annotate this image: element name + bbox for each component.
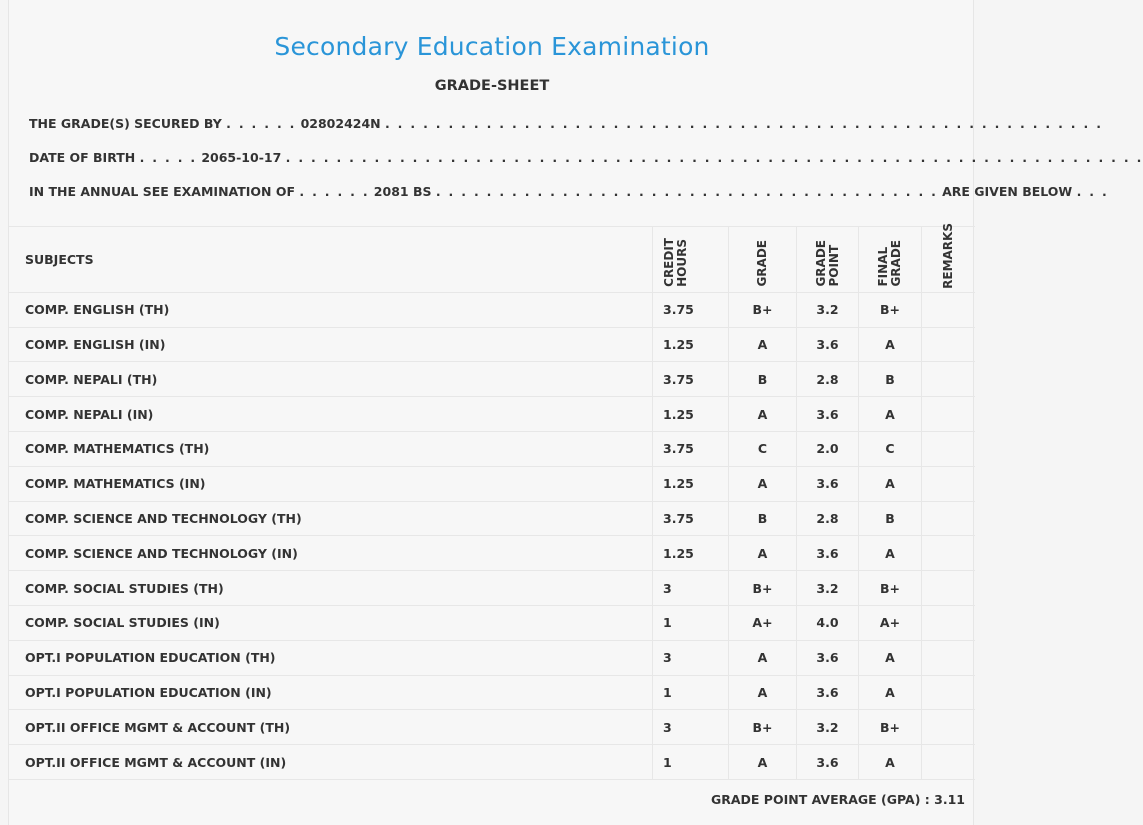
remarks-cell xyxy=(922,710,976,745)
exam-suffix-dots: . . . xyxy=(1076,184,1109,199)
header-credit-hours-text: CREDIT HOURS xyxy=(662,238,689,287)
table-row xyxy=(9,640,975,675)
subject-cell: COMP. ENGLISH (IN) xyxy=(9,327,653,362)
header-final-grade-text: FINAL GRADE xyxy=(876,240,903,287)
final-grade-cell: B+ xyxy=(859,710,922,745)
subject-cell: COMP. MATHEMATICS (TH) xyxy=(9,432,653,467)
exam-line xyxy=(29,184,1109,199)
final-grade-cell: A xyxy=(859,327,922,362)
grade-point-cell: 3.2 xyxy=(797,571,859,606)
subject-cell: COMP. SOCIAL STUDIES (IN) xyxy=(9,606,653,641)
exam-trail-dots: . . . . . . . . . . . . . . . . . . . . . . . . . . . . . . . . . . . . . . . . xyxy=(435,184,938,199)
final-grade-cell: B+ xyxy=(859,571,922,606)
table-row xyxy=(9,606,975,641)
dob-line xyxy=(29,150,1143,165)
subject-cell: COMP. SOCIAL STUDIES (TH) xyxy=(9,571,653,606)
final-grade-cell: A xyxy=(859,675,922,710)
grade-point-cell: 3.6 xyxy=(797,675,859,710)
gpa-value: 3.11 xyxy=(934,792,965,807)
subject-cell: COMP. SCIENCE AND TECHNOLOGY (TH) xyxy=(9,501,653,536)
final-grade-cell: A xyxy=(859,745,922,780)
final-grade-cell: A xyxy=(859,466,922,501)
grade-point-cell: 4.0 xyxy=(797,606,859,641)
grades-table-header-row xyxy=(9,227,975,293)
page-title: Secondary Education Examination xyxy=(274,32,710,61)
grade-point-cell: 3.6 xyxy=(797,536,859,571)
header-grade xyxy=(729,227,797,293)
table-row xyxy=(9,675,975,710)
remarks-cell xyxy=(922,292,976,327)
secured-by-trail-dots: . . . . . . . . . . . . . . . . . . . . . . . . . . . . . . . . . . . . . . . . . . . . . . . . . . . . . . . . . xyxy=(384,116,1103,131)
grade-cell: B+ xyxy=(729,292,797,327)
final-grade-cell: B xyxy=(859,362,922,397)
final-grade-cell: A xyxy=(859,397,922,432)
grade-cell: B xyxy=(729,501,797,536)
remarks-cell xyxy=(922,675,976,710)
grade-point-cell: 3.6 xyxy=(797,466,859,501)
dob-trail-dots: . . . . . . . . . . . . . . . . . . . . . . . . . . . . . . . . . . . . . . . . . . . . . . . . . . . . . . . . . . . . . . . . . . . . xyxy=(285,150,1143,165)
credit-hours-cell: 3 xyxy=(653,571,729,606)
remarks-cell xyxy=(922,327,976,362)
grade-point-cell: 3.6 xyxy=(797,640,859,675)
grade-point-cell: 3.6 xyxy=(797,397,859,432)
grade-point-cell: 2.8 xyxy=(797,362,859,397)
credit-hours-cell: 3.75 xyxy=(653,362,729,397)
final-grade-cell: A xyxy=(859,536,922,571)
exam-suffix: ARE GIVEN BELOW xyxy=(942,184,1073,199)
credit-hours-cell: 3.75 xyxy=(653,432,729,467)
grade-point-cell: 3.2 xyxy=(797,292,859,327)
table-row xyxy=(9,710,975,745)
dob-lead-dots: . . . . . xyxy=(139,150,197,165)
final-grade-cell: C xyxy=(859,432,922,467)
credit-hours-cell: 1.25 xyxy=(653,397,729,432)
grades-table-body xyxy=(9,292,975,779)
subject-cell: OPT.II OFFICE MGMT & ACCOUNT (IN) xyxy=(9,745,653,780)
gpa-label: GRADE POINT AVERAGE (GPA) : xyxy=(710,792,930,807)
remarks-cell xyxy=(922,606,976,641)
remarks-cell xyxy=(922,745,976,780)
grade-cell: A xyxy=(729,640,797,675)
table-row xyxy=(9,292,975,327)
grade-cell: A xyxy=(729,745,797,780)
remarks-cell xyxy=(922,432,976,467)
final-grade-cell: B xyxy=(859,501,922,536)
credit-hours-cell: 3 xyxy=(653,710,729,745)
header-remarks xyxy=(922,223,976,293)
credit-hours-cell: 1.25 xyxy=(653,327,729,362)
secured-by-line xyxy=(29,116,1103,131)
header-grade-text: GRADE xyxy=(755,240,769,287)
exam-label: IN THE ANNUAL SEE EXAMINATION OF xyxy=(29,184,296,199)
grade-cell: A xyxy=(729,466,797,501)
table-row xyxy=(9,536,975,571)
grade-cell: A xyxy=(729,536,797,571)
subject-cell: COMP. ENGLISH (TH) xyxy=(9,292,653,327)
table-row xyxy=(9,571,975,606)
grade-point-cell: 2.8 xyxy=(797,501,859,536)
grade-point-cell: 3.2 xyxy=(797,710,859,745)
remarks-cell xyxy=(922,536,976,571)
exam-lead-dots: . . . . . . xyxy=(299,184,370,199)
table-row xyxy=(9,362,975,397)
grade-cell: B+ xyxy=(729,710,797,745)
subject-cell: COMP. SCIENCE AND TECHNOLOGY (IN) xyxy=(9,536,653,571)
secured-by-label: THE GRADE(S) SECURED BY xyxy=(29,116,222,131)
credit-hours-cell: 3 xyxy=(653,640,729,675)
grade-point-cell: 2.0 xyxy=(797,432,859,467)
subject-cell: COMP. NEPALI (IN) xyxy=(9,397,653,432)
grade-point-cell: 3.6 xyxy=(797,327,859,362)
gpa-summary xyxy=(711,792,965,807)
grade-cell: A xyxy=(729,397,797,432)
grade-point-cell: 3.6 xyxy=(797,745,859,780)
header-final-grade xyxy=(859,227,922,293)
table-row xyxy=(9,327,975,362)
subject-cell: COMP. MATHEMATICS (IN) xyxy=(9,466,653,501)
remarks-cell xyxy=(922,397,976,432)
final-grade-cell: B+ xyxy=(859,292,922,327)
secured-by-lead-dots: . . . . . . xyxy=(226,116,297,131)
credit-hours-cell: 1 xyxy=(653,745,729,780)
final-grade-cell: A xyxy=(859,640,922,675)
grades-table xyxy=(9,223,975,780)
grade-cell: A xyxy=(729,675,797,710)
remarks-cell xyxy=(922,571,976,606)
header-credit-hours xyxy=(653,227,729,293)
subject-cell: OPT.I POPULATION EDUCATION (IN) xyxy=(9,675,653,710)
grade-cell: A+ xyxy=(729,606,797,641)
subject-cell: OPT.II OFFICE MGMT & ACCOUNT (TH) xyxy=(9,710,653,745)
grade-sheet xyxy=(8,0,1143,825)
grade-cell: A xyxy=(729,327,797,362)
header-remarks-text: REMARKS xyxy=(941,223,955,289)
header-subjects: SUBJECTS xyxy=(9,227,653,293)
remarks-cell xyxy=(922,362,976,397)
remarks-cell xyxy=(922,640,976,675)
table-row xyxy=(9,397,975,432)
grade-cell: B+ xyxy=(729,571,797,606)
credit-hours-cell: 1.25 xyxy=(653,466,729,501)
symbol-number: 02802424N xyxy=(300,116,381,131)
subject-cell: OPT.I POPULATION EDUCATION (TH) xyxy=(9,640,653,675)
table-row xyxy=(9,745,975,780)
credit-hours-cell: 1.25 xyxy=(653,536,729,571)
subject-cell: COMP. NEPALI (TH) xyxy=(9,362,653,397)
credit-hours-cell: 1 xyxy=(653,606,729,641)
final-grade-cell: A+ xyxy=(859,606,922,641)
exam-value: 2081 BS xyxy=(373,184,432,199)
header-grade-point-text: GRADE POINT xyxy=(813,240,841,287)
header-grade-point xyxy=(797,227,859,293)
remarks-cell xyxy=(922,501,976,536)
credit-hours-cell: 1 xyxy=(653,675,729,710)
dob-label: DATE OF BIRTH xyxy=(29,150,136,165)
grade-cell: B xyxy=(729,362,797,397)
grade-cell: C xyxy=(729,432,797,467)
table-row xyxy=(9,432,975,467)
credit-hours-cell: 3.75 xyxy=(653,501,729,536)
table-row xyxy=(9,466,975,501)
page-subtitle: GRADE-SHEET xyxy=(434,78,550,94)
dob-value: 2065-10-17 xyxy=(201,150,282,165)
table-row xyxy=(9,501,975,536)
remarks-cell xyxy=(922,466,976,501)
credit-hours-cell: 3.75 xyxy=(653,292,729,327)
